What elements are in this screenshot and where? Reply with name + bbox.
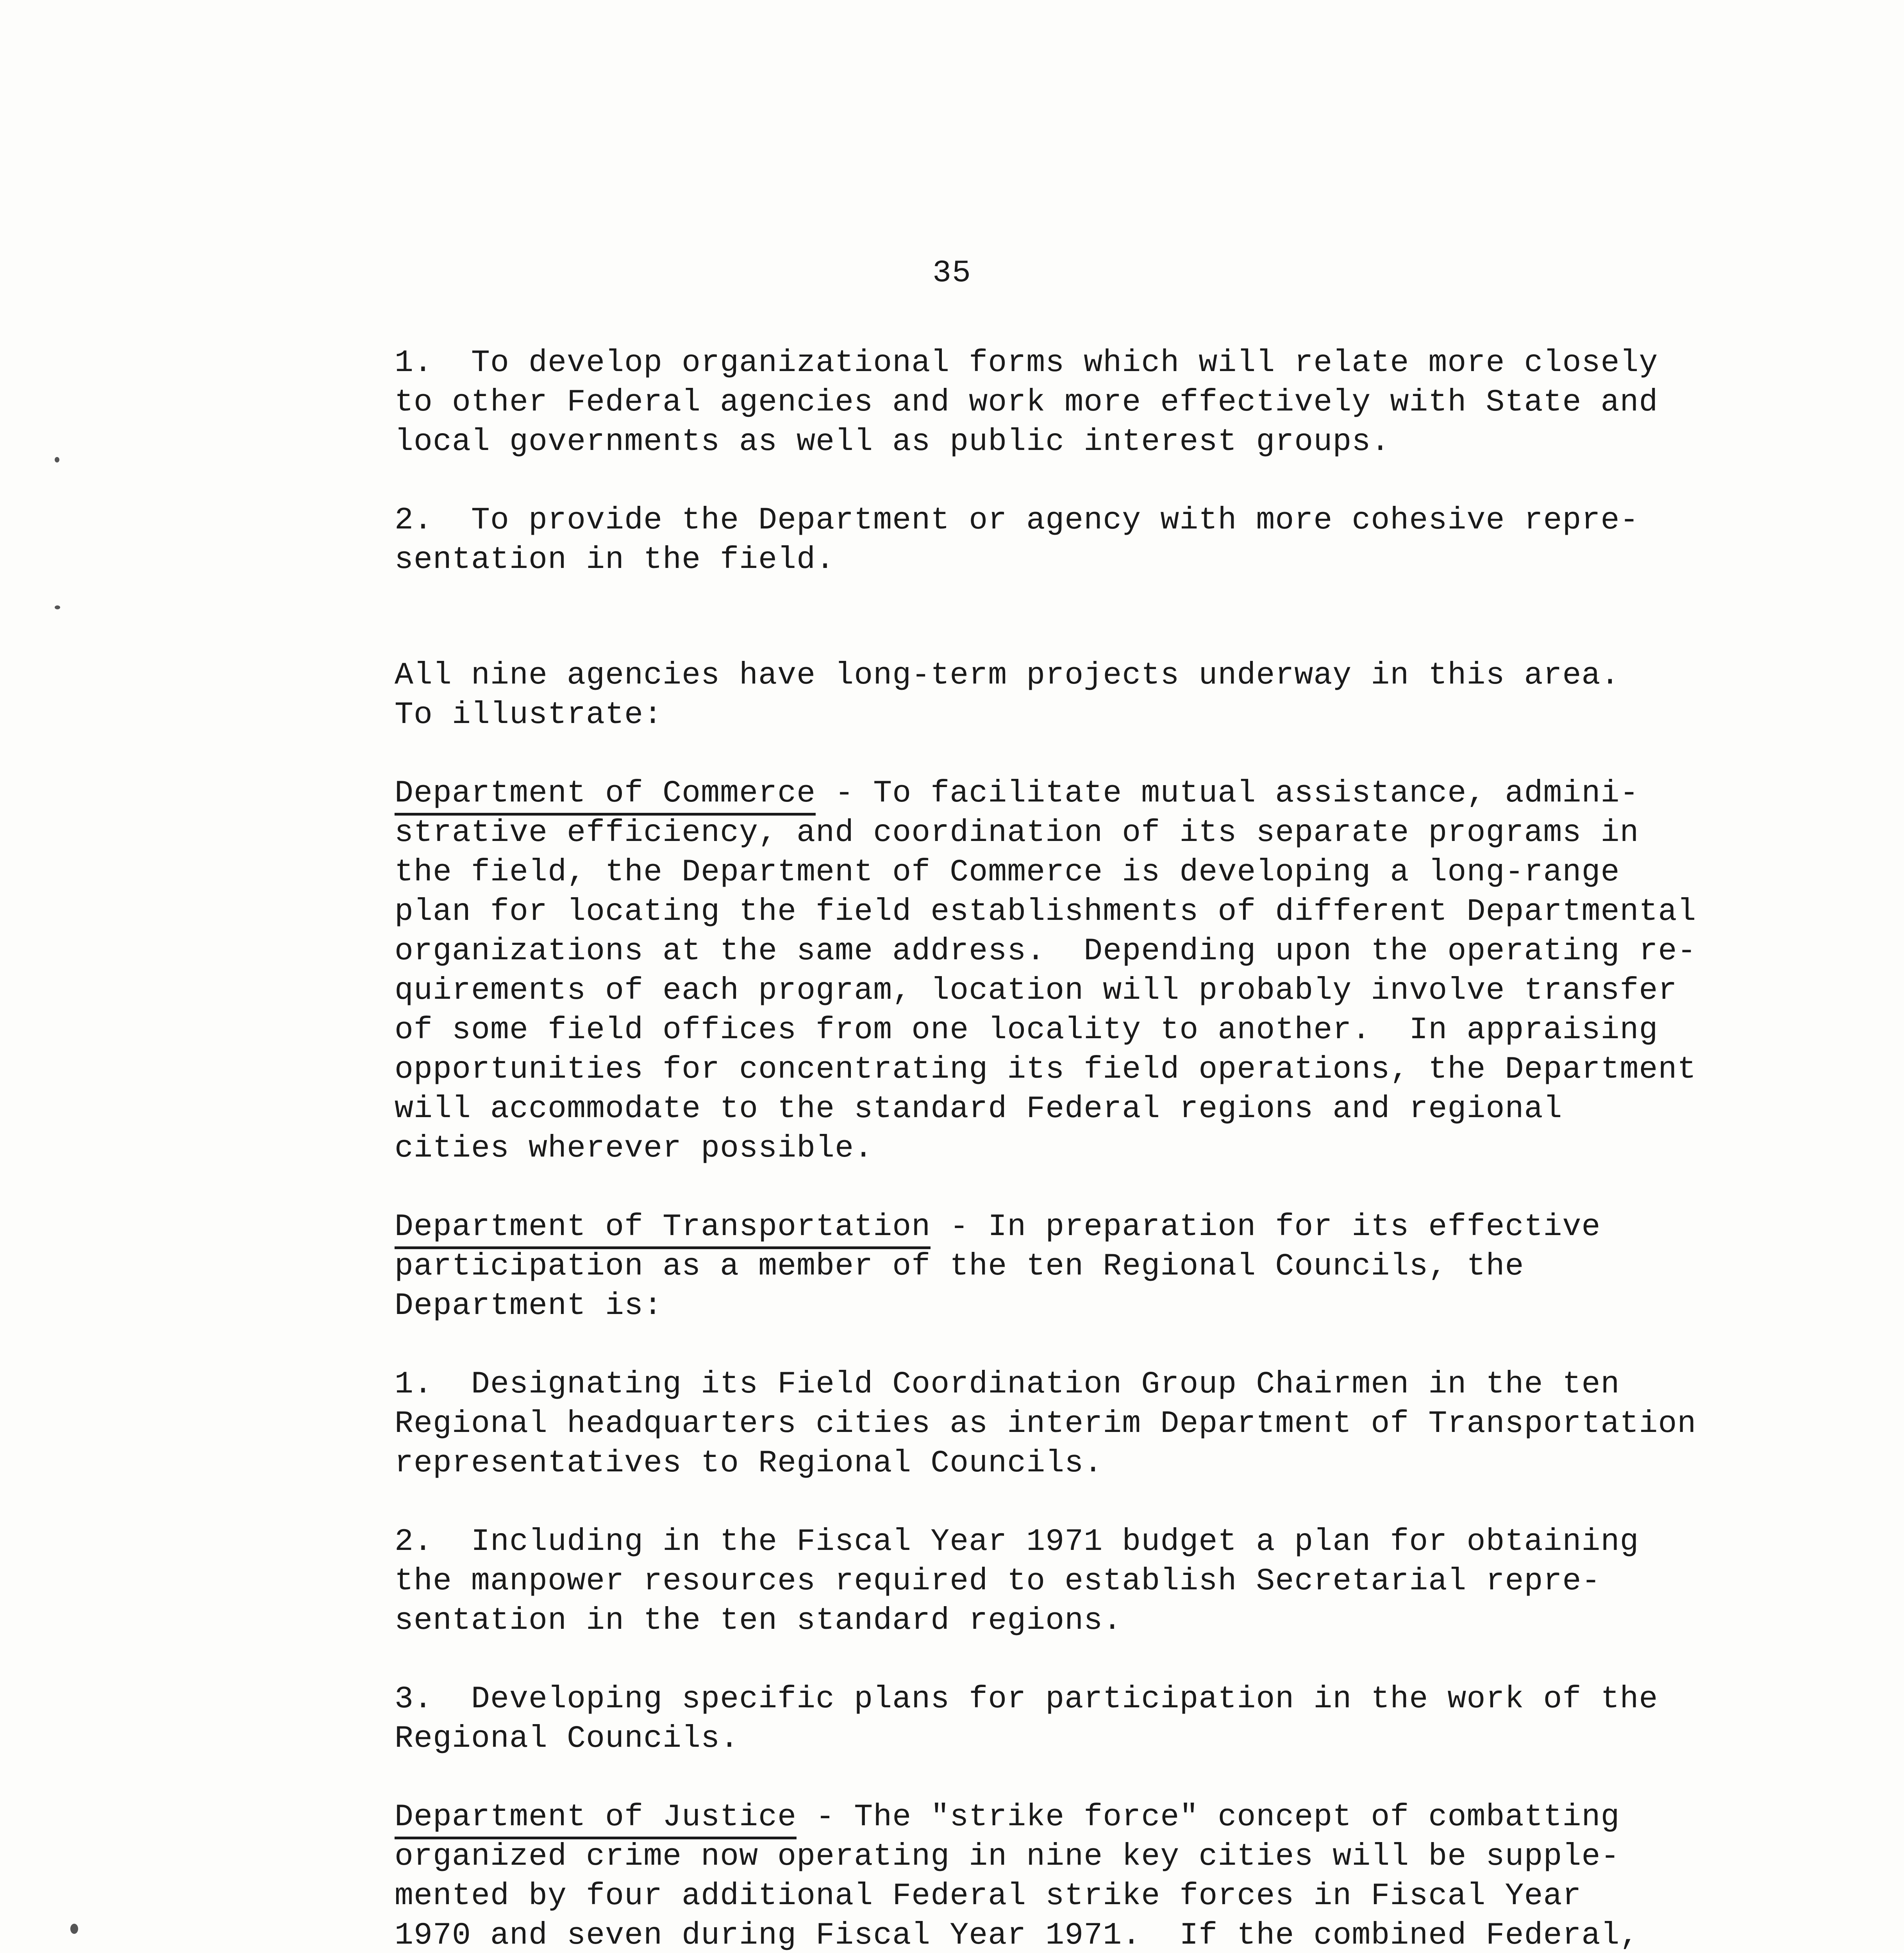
text-line: All nine agencies have long-term projects underway in this area.: [395, 658, 1620, 693]
transportation-heading: Department of Transportation: [395, 1209, 931, 1249]
text-line: mented by four additional Federal strike forces in Fiscal Year: [395, 1878, 1582, 1914]
text-line: representatives to Regional Councils.: [395, 1446, 1103, 1481]
scan-speck: [55, 605, 60, 609]
text-line: Regional Councils.: [395, 1721, 739, 1757]
text-line: To illustrate:: [395, 697, 663, 733]
text-line: 3. Developing specific plans for participation in the work of the: [395, 1682, 1658, 1717]
commerce-first-line-rest: - To facilitate mutual assistance, admini-: [816, 776, 1639, 811]
text-line: 1. Designating its Field Coordination Group Chairmen in the ten: [395, 1367, 1620, 1402]
text-line: opportunities for concentrating its field operations, the Department: [395, 1052, 1697, 1087]
page-number: 35: [932, 255, 972, 291]
commerce-first-line: [395, 774, 1639, 813]
transportation-first-line-rest: - In preparation for its effective: [931, 1209, 1601, 1245]
text-line: quirements of each program, location will probably involve transfer: [395, 973, 1677, 1009]
text-line: organizations at the same address. Depending upon the operating re-: [395, 934, 1697, 969]
scan-speck: [55, 457, 59, 462]
text-line: to other Federal agencies and work more effectively with State and: [395, 385, 1658, 420]
text-line: local governments as well as public interest groups.: [395, 424, 1390, 460]
text-line: cities wherever possible.: [395, 1131, 873, 1166]
text-line: Department is:: [395, 1288, 663, 1324]
text-line: sentation in the ten standard regions.: [395, 1603, 1122, 1639]
text-line: sentation in the field.: [395, 542, 835, 578]
text-line: the manpower resources required to establish Secretarial repre-: [395, 1564, 1601, 1599]
text-line: of some field offices from one locality to another. In appraising: [395, 1012, 1658, 1048]
justice-first-line: [395, 1798, 1620, 1837]
transportation-first-line: [395, 1208, 1601, 1247]
text-line: strative efficiency, and coordination of its separate programs in: [395, 815, 1639, 851]
scan-speck: [70, 1924, 78, 1934]
justice-heading: Department of Justice: [395, 1799, 797, 1839]
text-line: 1970 and seven during Fiscal Year 1971. If the combined Federal,: [395, 1918, 1639, 1953]
commerce-heading: Department of Commerce: [395, 776, 816, 816]
text-line: Regional headquarters cities as interim Department of Transportation: [395, 1406, 1697, 1442]
text-line: will accommodate to the standard Federal regions and regional: [395, 1091, 1563, 1127]
text-line: 2. Including in the Fiscal Year 1971 budget a plan for obtaining: [395, 1524, 1639, 1560]
text-line: the field, the Department of Commerce is developing a long-range: [395, 855, 1620, 890]
text-line: plan for locating the field establishments of different Departmental: [395, 894, 1697, 930]
justice-first-line-rest: - The "strike force" concept of combatting: [797, 1799, 1620, 1835]
text-line: organized crime now operating in nine key cities will be supple-: [395, 1839, 1620, 1874]
text-line: participation as a member of the ten Regional Councils, the: [395, 1249, 1524, 1284]
text-line: 1. To develop organizational forms which will relate more closely: [395, 345, 1658, 381]
text-line: 2. To provide the Department or agency with more cohesive repre-: [395, 503, 1639, 538]
